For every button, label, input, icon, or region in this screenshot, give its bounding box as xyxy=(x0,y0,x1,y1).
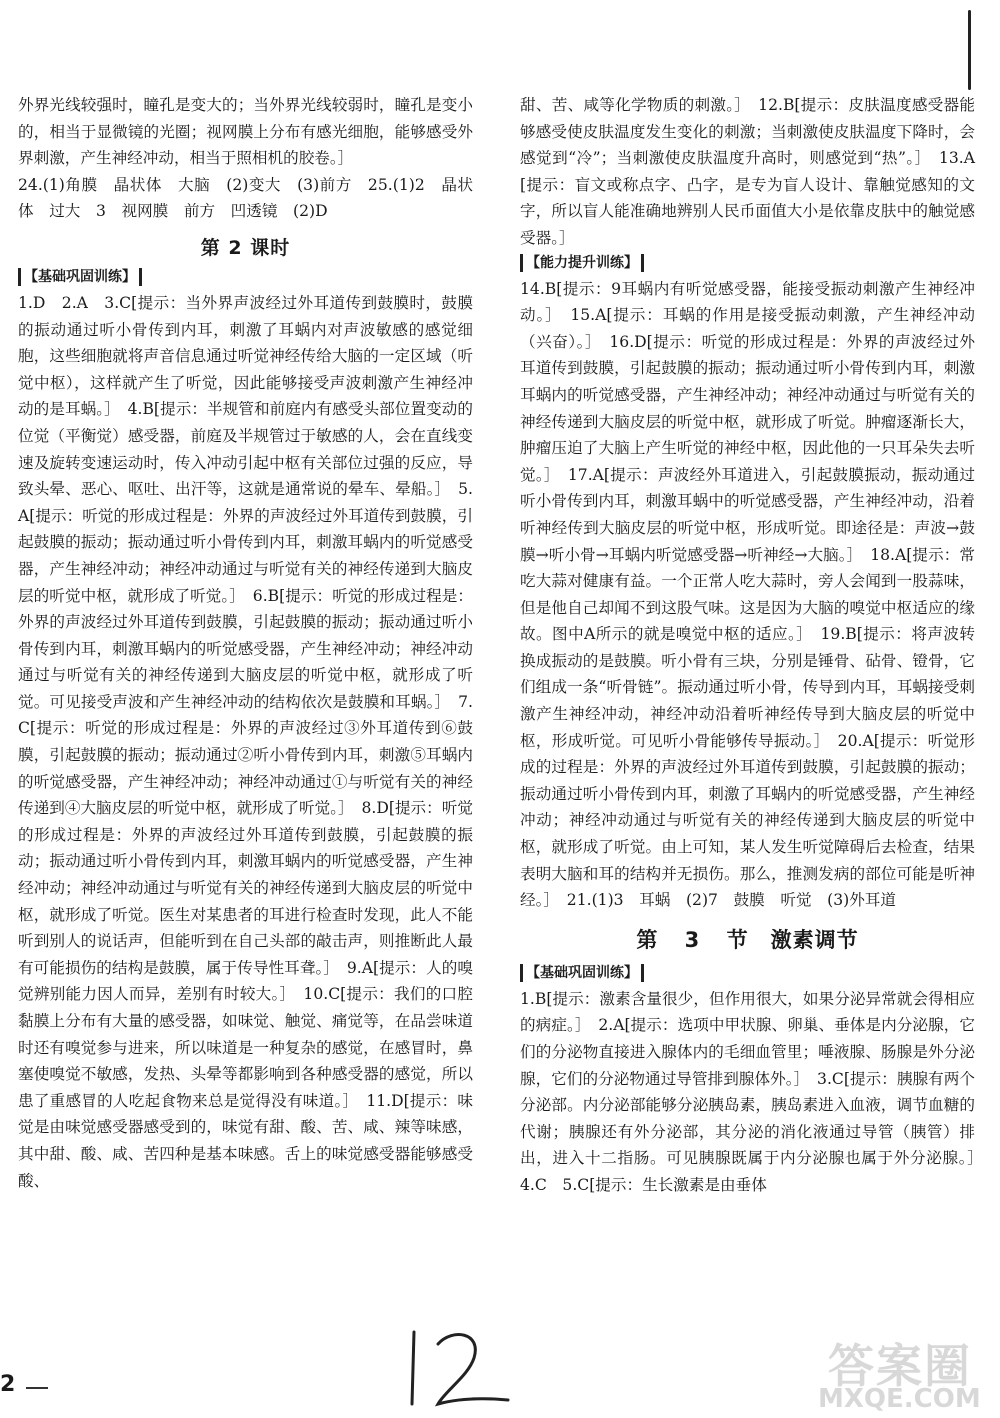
page-number-rule xyxy=(26,1387,48,1389)
section-title: 第 3 节 激素调节 xyxy=(636,927,859,952)
ability-training-answers: 14.B[提示：9耳蜗内有听觉感受器，能接受振动刺激产生神经冲动。］ 15.A[提示：耳蜗的作用是接受振动刺激，产生神经冲动（兴奋）。］ 16.D[提示：听觉的形成过程是：外界的声波经过外耳道传到鼓膜，引起鼓膜的振动；振动通过听小骨传到内耳，刺激耳蜗内的听觉感受器，产生神经冲动；神经冲动通过与听觉有关的神经传递到大脑皮层的听觉中枢，就形成了听觉。肿瘤逐渐长大，肿瘤压迫了大脑上产生听觉的神经中枢，因此他的一只耳朵失去听觉。］ 17.A[提示：声波经外耳道进入，引起鼓膜振动，振动通过听小骨传到内耳，刺激耳蜗中的听觉感受器，产生神经冲动，沿着听神经传到大脑皮层的听觉中枢，形成听觉。即途径是：声波→鼓膜→听小骨→耳蜗内听觉感受器→听神经→大脑。］ 18.A[提示：常吃大蒜对健康有益。一个正常人吃大蒜时，旁人会闻到一股蒜味，但是他自己却闻不到这股气味。这是因为大脑的嗅觉中枢适应的缘故。图中A所示的就是嗅觉中枢的适应。］ 19.B[提示：将声波转换成振动的是鼓膜。听小骨有三块，分别是锤骨、砧骨、镫骨，它们组成一条“听骨链”。振动通过听小骨，传导到内耳，耳蜗接受刺激产生神经冲动，神经冲动沿着听神经传导到大脑皮层的听觉中枢，形成听觉。可见听小骨能够传导振动。］ 20.A[提示：听觉形成的过程是：外界的声波经过外耳道传到鼓膜，引起鼓膜的振动；振动通过听小骨传到内耳，刺激了耳蜗内的听觉感受器，产生神经冲动；神经冲动通过与听觉有关的神经传递到大脑皮层的听觉中枢，就形成了听觉。由上可知，某人发生听觉障碍后去检查，结果表明大脑和耳的结构并无损伤。那么，推测发病的部位可能是听神经。］ 21.(1)3 耳蜗 (2)7 鼓膜 听觉 (3)外耳道 xyxy=(520,279,975,910)
section3-basic-tag: 【基础巩固训练】 xyxy=(520,964,644,982)
page-number: 2 xyxy=(0,1372,16,1397)
right-column xyxy=(520,92,991,1199)
watermark xyxy=(810,1330,1000,1418)
intro-paragraph: 外界光线较强时，瞳孔是变大的；当外界光线较弱时，瞳孔是变小的，相当于显微镜的光圈；视网膜上分布有感光细胞，能够感受外界刺激，产生神经冲动，相当于照相机的胶卷。］ xyxy=(18,96,473,168)
left-column xyxy=(18,92,473,1194)
watermark-url: MXQE.COM xyxy=(818,1384,981,1414)
section3-basic-answers: 1.B[提示：激素含量很少，但作用很大，如果分泌异常就会得相应的病症。］ 2.A[提示：选项中甲状腺、卵巢、垂体是内分泌腺，它们的分泌物直接进入腺体内的毛细血管里；唾液腺、肠腺是外分泌腺，它们的分泌物通过导管排到腺体外。］ 3.C[提示：胰腺有两个分泌部。内分泌部能够分泌胰岛素，胰岛素进入血液，调节血糖的代谢；胰腺还有外分泌部，其分泌的消化液通过导管（胰管）排出，进入十二指肠。可见胰腺既属于内分泌腺也属于外分泌腺。］ 4.C 5.C[提示：生长激素是由垂体 xyxy=(520,989,991,1194)
page-edge-mark xyxy=(968,10,973,90)
answers-12-13: 甜、苦、咸等化学物质的刺激。］ 12.B[提示：皮肤温度感受器能够感受使皮肤温度发生变化的刺激；当刺激使皮肤温度下降时，会感觉到“冷”；当刺激使皮肤温度升高时，则感觉到“热”。］ 13.A[提示：盲文或称点字、凸字，是专为盲人设计、靠触觉感知的文字，所以盲人能准确地辨别人民币面值大小是依靠皮肤中的触觉感受器。］ xyxy=(520,96,975,247)
answers-24-25: 24.(1)角膜 晶状体 大脑 (2)变大 (3)前方 25.(1)2 晶状体 过大 3 视网膜 前方 凹透镜 (2)D xyxy=(18,175,473,221)
watermark-logo: 答案圈 xyxy=(828,1339,972,1393)
ability-training-tag: 【能力提升训练】 xyxy=(520,254,644,272)
basic-training-answers: 1.D 2.A 3.C[提示：当外界声波经过外耳道传到鼓膜时，鼓膜的振动通过听小骨传到内耳，刺激了耳蜗内对声波敏感的感觉细胞，这些细胞就将声音信息通过听觉神经传给大脑的一定区域（听觉中枢），这样就产生了听觉，因此能够接受声波刺激产生神经冲动的是耳蜗。］ 4.B[提示：半规管和前庭内有感受头部位置变动的位觉（平衡觉）感受器，前庭及半规管过于敏感的人，会在直线变速及旋转变速运动时，传入冲动引起中枢有关部位过强的反应，导致头晕、恶心、呕吐、出汗等，这就是通常说的晕车、晕船。］ 5.A[提示：听觉的形成过程是：外界的声波经过外耳道传到鼓膜，引起鼓膜的振动；振动通过听小骨传到内耳，刺激耳蜗内的听觉感受器，产生神经冲动；神经冲动通过与听觉有关的神经传递到大脑皮层的听觉中枢，就形成了听觉。］ 6.B[提示：听觉的形成过程是：外界的声波经过外耳道传到鼓膜，引起鼓膜的振动；振动通过听小骨传到内耳，刺激耳蜗内的听觉感受器，产生神经冲动；神经冲动通过与听觉有关的神经传递到大脑皮层的听觉中枢，就形成了听觉。可见接受声波和产生神经冲动的结构依次是鼓膜和耳蜗。］ 7.C[提示：听觉的形成过程是：外界的声波经过③外耳道传到⑥鼓膜，引起鼓膜的振动；振动通过②听小骨传到内耳，刺激⑤耳蜗内的听觉感受器，产生神经冲动；神经冲动通过①与听觉有关的神经传递到④大脑皮层的听觉中枢，就形成了听觉。］ 8.D[提示：听觉的形成过程是：外界的声波经过外耳道传到鼓膜，引起鼓膜的振动；振动通过听小骨传到内耳，刺激耳蜗内的听觉感受器，产生神经冲动；神经冲动通过与听觉有关的神经传递到大脑皮层的听觉中枢，就形成了听觉。医生对某患者的耳进行检查时发现，此人不能听到别人的说话声，但能听到在自己头部的敲击声，则推断此人最有可能损伤的结构是鼓膜，属于传导性耳聋。］ 9.A[提示：人的嗅觉辨别能力因人而异，差别有时较大。］ 10.C[提示：我们的口腔黏膜上分布有大量的感受器，如味觉、触觉、痛觉等，在品尝味道时还有嗅觉参与进来，所以味道是一种复杂的感觉，在感冒时，鼻塞使嗅觉不敏感，发热、头晕等都影响到各种感受器的感觉，所以患了重感冒的人吃起食物来总是觉得没有味道。］ 11.D[提示：味觉是由味觉感受器感受到的，味觉有甜、酸、苦、咸、辣等味感，其中甜、酸、咸、苦四种是基本味感。舌上的味觉感受器能够感受酸、 xyxy=(18,293,473,1190)
handwritten-page-mark xyxy=(400,1324,520,1414)
lesson-title: 第 2 课时 xyxy=(200,236,291,259)
basic-training-tag: 【基础巩固训练】 xyxy=(18,268,142,286)
